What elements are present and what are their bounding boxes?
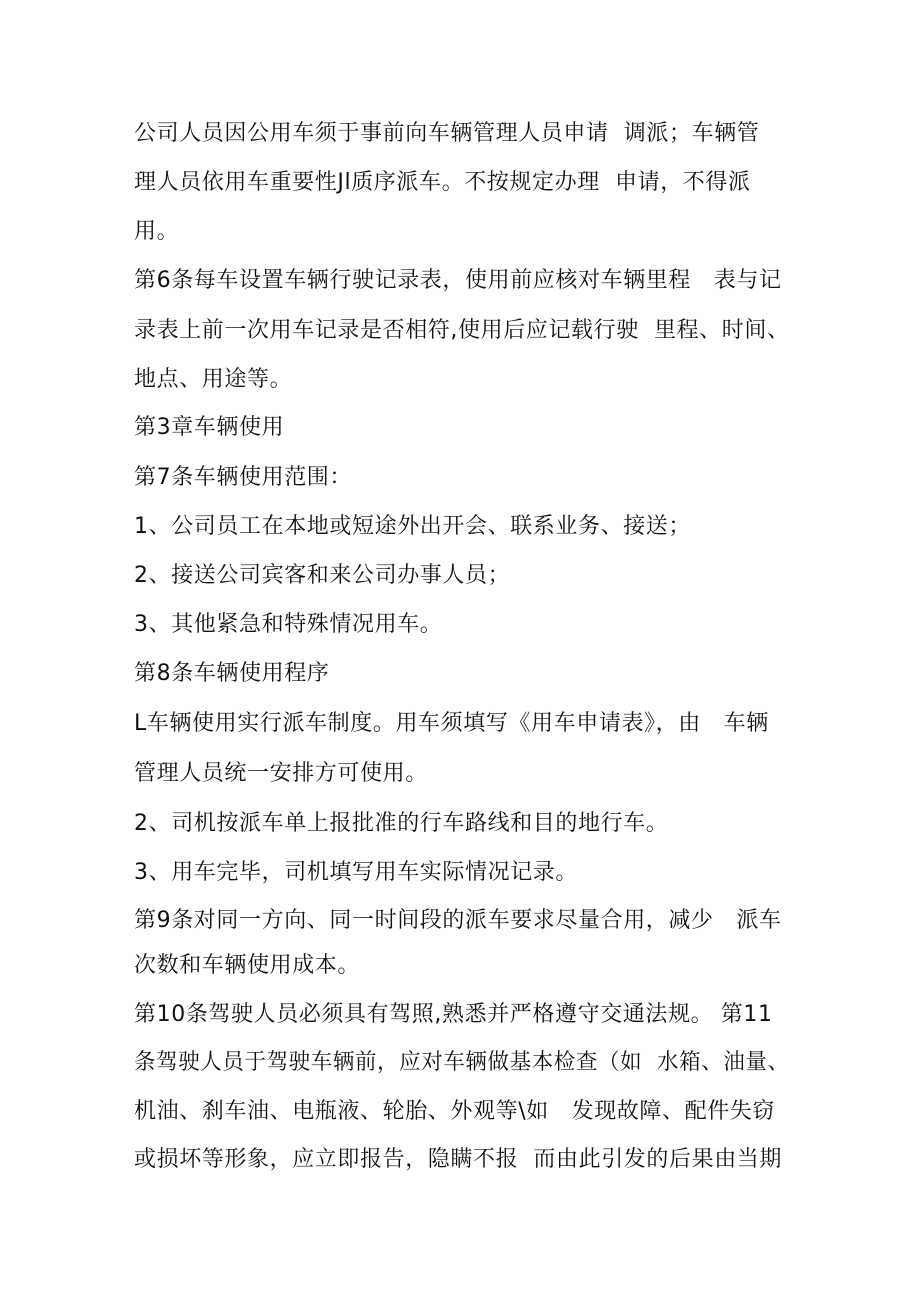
text-line: 公司人员因公用车须于事前向车辆管理人员申请 调派；车辆管 bbox=[134, 121, 760, 146]
list-item: 3、用车完毕，司机填写用车实际情况记录。 bbox=[134, 860, 578, 885]
list-item: 2、司机按派车单上报批准的行车路线和目的地行车。 bbox=[134, 811, 669, 836]
text-line: 或损坏等形象，应立即报告，隐瞒不报 而由此引发的后果由当期 bbox=[134, 1147, 782, 1172]
text-line: 第10条驾驶人员必须具有驾照,熟悉并严格遵守交通法规。 第11 bbox=[134, 1002, 773, 1027]
list-item: L车辆使用实行派车制度。用车须填写《用车申请表》，由 车辆 bbox=[134, 711, 769, 736]
text-line: 第6条每车设置车辆行驶记录表，使用前应核对车辆里程 表与记 bbox=[134, 268, 782, 293]
article-heading: 第8条车辆使用程序 bbox=[134, 661, 330, 686]
list-item: 3、其他紧急和特殊情况用车。 bbox=[134, 612, 443, 637]
text-line: 用。 bbox=[134, 219, 180, 244]
text-line: 录表上前一次用车记录是否相符,使用后应记载行驶 里程、时间、 bbox=[134, 318, 790, 343]
text-line: 机油、刹车油、电瓶液、轮胎、外观等\如 发现故障、配件失窃 bbox=[134, 1099, 775, 1124]
list-item: 1、公司员工在本地或短途外出开会、联系业务、接送； bbox=[134, 514, 691, 539]
text-line: 第9条对同一方向、同一时间段的派车要求尽量合用，减少 派车 bbox=[134, 908, 782, 933]
text-line: 地点、用途等。 bbox=[134, 367, 293, 392]
chapter-heading: 第3章车辆使用 bbox=[134, 415, 285, 440]
article-heading: 第7条车辆使用范围： bbox=[134, 465, 352, 490]
text-line: 管理人员统一安排方可使用。 bbox=[134, 761, 428, 786]
list-item: 2、接送公司宾客和来公司办事人员； bbox=[134, 563, 511, 588]
text-line: 理人员依用车重要性Jl质序派车。不按规定办理 申请，不得派 bbox=[134, 170, 751, 195]
text-line: 次数和车辆使用成本。 bbox=[134, 953, 361, 978]
text-line: 条驾驶人员于驾驶车辆前，应对车辆做基本检查（如 水箱、油量、 bbox=[134, 1050, 790, 1075]
